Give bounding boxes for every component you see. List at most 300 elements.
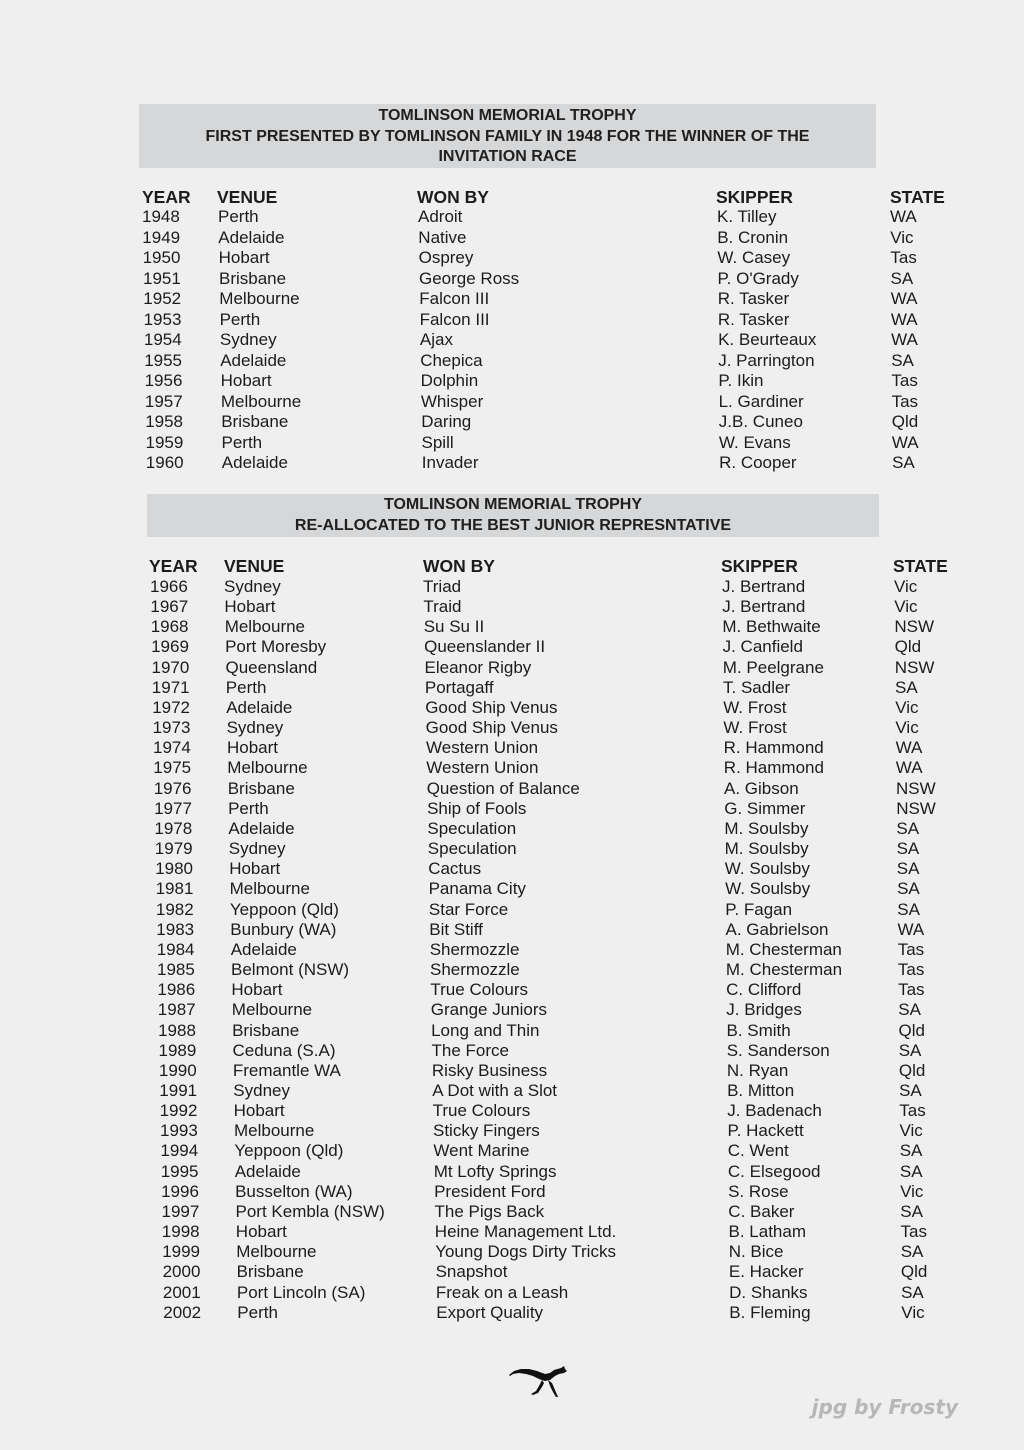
table-row bbox=[0, 1041, 1024, 1061]
cell-year: 1957 bbox=[144, 391, 183, 411]
table-row bbox=[0, 207, 1024, 227]
cell-state: Vic bbox=[899, 1121, 923, 1141]
column-header-year: YEAR bbox=[142, 187, 191, 207]
cell-state: Tas bbox=[899, 1101, 926, 1121]
cell-year: 1977 bbox=[154, 798, 192, 818]
cell-state: SA bbox=[895, 677, 918, 697]
table-row bbox=[0, 658, 1024, 678]
cell-year: 1974 bbox=[153, 738, 191, 758]
cell-won-by: Queenslander II bbox=[424, 637, 546, 657]
cell-year: 1996 bbox=[161, 1181, 199, 1201]
cell-skipper: R. Hammond bbox=[723, 758, 824, 778]
cell-venue: Brisbane bbox=[221, 412, 289, 431]
cell-year: 1998 bbox=[161, 1222, 200, 1242]
cell-state: SA bbox=[891, 350, 914, 370]
cell-won-by: Good Ship Venus bbox=[425, 718, 558, 738]
cell-venue: Port Lincoln (SA) bbox=[236, 1282, 366, 1302]
cell-venue: Hobart bbox=[218, 248, 270, 267]
cell-skipper: B. Mitton bbox=[727, 1081, 795, 1100]
cell-won-by: Went Marine bbox=[433, 1141, 530, 1161]
section2-banner-line: RE-ALLOCATED TO THE BEST JUNIOR REPRESNTATIVE bbox=[294, 516, 732, 534]
cell-won-by: A Dot with a Slot bbox=[432, 1081, 558, 1100]
cell-won-by: Panama City bbox=[428, 879, 526, 899]
cell-state: Tas bbox=[891, 391, 919, 411]
cell-venue: Perth bbox=[218, 207, 259, 226]
cell-state: Vic bbox=[900, 1181, 924, 1201]
column-header-venue: VENUE bbox=[217, 187, 278, 207]
cell-won-by: The Pigs Back bbox=[434, 1201, 545, 1221]
cell-year: 1989 bbox=[158, 1040, 197, 1060]
cell-won-by: Western Union bbox=[426, 738, 539, 758]
cell-skipper: M. Chesterman bbox=[725, 939, 842, 959]
cell-state: WA bbox=[890, 289, 918, 308]
cell-skipper: A. Gabrielson bbox=[725, 919, 829, 939]
column-header-year: YEAR bbox=[149, 556, 198, 576]
cell-won-by: Falcon III bbox=[419, 289, 490, 308]
table-row bbox=[0, 879, 1024, 899]
cell-year: 1981 bbox=[155, 879, 194, 899]
cell-state: SA bbox=[901, 1282, 924, 1302]
cell-won-by: President Ford bbox=[434, 1181, 546, 1201]
table-row bbox=[0, 799, 1024, 819]
table-row bbox=[0, 351, 1024, 371]
cell-year: 1988 bbox=[158, 1020, 196, 1040]
cell-venue: Brisbane bbox=[227, 778, 295, 798]
table-row bbox=[0, 940, 1024, 960]
cell-skipper: P. Hackett bbox=[727, 1121, 804, 1141]
cell-venue: Hobart bbox=[227, 738, 279, 758]
cell-state: SA bbox=[900, 1242, 924, 1262]
cell-year: 1949 bbox=[142, 227, 181, 247]
cell-venue: Yeppoon (Qld) bbox=[234, 1141, 344, 1161]
cell-venue: Hobart bbox=[231, 980, 283, 1000]
cell-venue: Adelaide bbox=[234, 1161, 301, 1181]
column-header-won-by: WON BY bbox=[423, 556, 495, 576]
cell-state: Qld bbox=[898, 1060, 926, 1080]
cell-year: 1994 bbox=[160, 1141, 199, 1161]
cell-year: 1997 bbox=[161, 1201, 200, 1221]
cell-venue: Adelaide bbox=[230, 939, 297, 959]
cell-venue: Sydney bbox=[226, 718, 284, 738]
cell-skipper: B. Smith bbox=[726, 1020, 791, 1040]
cell-state: Qld bbox=[891, 412, 919, 431]
cell-year: 2000 bbox=[162, 1262, 201, 1282]
table-row bbox=[0, 960, 1024, 980]
cell-skipper: M. Soulsby bbox=[724, 818, 809, 838]
column-header-won-by: WON BY bbox=[417, 187, 489, 207]
cell-state: Vic bbox=[894, 597, 918, 617]
cell-skipper: J. Canfield bbox=[722, 637, 803, 657]
table-row bbox=[0, 718, 1024, 738]
table-row bbox=[0, 920, 1024, 940]
cell-skipper: T. Sadler bbox=[723, 677, 791, 697]
cell-year: 1995 bbox=[160, 1161, 199, 1181]
cell-venue: Melbourne bbox=[224, 617, 306, 637]
cell-skipper: P. O'Grady bbox=[717, 268, 799, 288]
cell-year: 1976 bbox=[153, 778, 192, 798]
cell-skipper: W. Frost bbox=[723, 697, 787, 717]
table-row bbox=[0, 453, 1024, 473]
cell-year: 1960 bbox=[145, 453, 184, 472]
cell-state: Vic bbox=[895, 697, 919, 717]
cell-venue: Adelaide bbox=[218, 227, 285, 247]
cell-won-by: Su Su II bbox=[423, 617, 485, 637]
cell-venue: Melbourne bbox=[231, 1000, 313, 1020]
column-header-state: STATE bbox=[893, 556, 948, 576]
cell-venue: Port Kembla (NSW) bbox=[235, 1201, 385, 1221]
section1-banner bbox=[139, 104, 876, 168]
cell-state: SA bbox=[900, 1201, 923, 1221]
cell-venue: Sydney bbox=[219, 330, 277, 349]
cell-year: 1982 bbox=[155, 899, 194, 919]
column-header-skipper: SKIPPER bbox=[721, 556, 798, 576]
cell-won-by: Chepica bbox=[420, 350, 483, 370]
cell-won-by: Portagaff bbox=[424, 677, 494, 697]
cell-skipper: M. Chesterman bbox=[725, 960, 843, 980]
cell-venue: Melbourne bbox=[227, 758, 308, 778]
table-row bbox=[0, 859, 1024, 879]
table-row bbox=[0, 269, 1024, 289]
cell-venue: Perth bbox=[237, 1302, 278, 1322]
cell-year: 1956 bbox=[144, 371, 183, 390]
cell-venue: Melbourne bbox=[229, 879, 310, 899]
cell-year: 1951 bbox=[143, 268, 181, 288]
cell-venue: Sydney bbox=[228, 839, 286, 859]
table-row bbox=[0, 1021, 1024, 1041]
cell-year: 1999 bbox=[162, 1242, 201, 1262]
cell-year: 1985 bbox=[157, 960, 195, 980]
cell-won-by: Long and Thin bbox=[431, 1020, 540, 1040]
cell-won-by: Mt Lofty Springs bbox=[433, 1161, 557, 1181]
cell-venue: Fremantle WA bbox=[232, 1060, 341, 1080]
cell-skipper: P. Fagan bbox=[725, 899, 793, 919]
cell-won-by: Shermozzle bbox=[429, 939, 520, 959]
cell-venue: Adelaide bbox=[220, 350, 287, 370]
table-row bbox=[0, 1101, 1024, 1121]
cell-skipper: C. Elsegood bbox=[727, 1161, 821, 1181]
cell-state: Tas bbox=[897, 960, 925, 980]
cell-skipper: M. Bethwaite bbox=[722, 617, 821, 637]
column-header-state: STATE bbox=[890, 187, 945, 207]
cell-state: SA bbox=[899, 1161, 923, 1181]
cell-won-by: True Colours bbox=[432, 1101, 531, 1121]
cell-won-by: George Ross bbox=[419, 268, 520, 288]
cell-skipper: M. Peelgrane bbox=[722, 657, 824, 677]
cell-venue: Hobart bbox=[235, 1222, 287, 1242]
cell-year: 1991 bbox=[159, 1081, 198, 1100]
cell-skipper: R. Tasker bbox=[717, 309, 790, 329]
cell-skipper: B. Latham bbox=[728, 1222, 806, 1242]
cell-state: SA bbox=[899, 1141, 923, 1161]
cell-year: 1958 bbox=[145, 412, 184, 431]
cell-year: 2002 bbox=[163, 1302, 202, 1322]
cell-year: 1954 bbox=[143, 330, 182, 349]
cell-state: NSW bbox=[894, 617, 935, 637]
cell-venue: Perth bbox=[225, 677, 267, 697]
table-row bbox=[0, 839, 1024, 859]
cell-won-by: Eleanor Rigby bbox=[424, 657, 532, 677]
cell-state: Qld bbox=[898, 1020, 925, 1040]
table-row bbox=[0, 392, 1024, 412]
cell-year: 1983 bbox=[156, 919, 195, 939]
table-row bbox=[0, 819, 1024, 839]
cell-state: WA bbox=[890, 309, 918, 329]
table-row bbox=[0, 228, 1024, 248]
cell-won-by: Invader bbox=[421, 453, 479, 472]
cell-venue: Hobart bbox=[233, 1101, 285, 1121]
cell-skipper: N. Bice bbox=[728, 1242, 784, 1262]
cell-state: SA bbox=[896, 818, 920, 838]
cell-year: 1970 bbox=[151, 657, 190, 677]
cell-venue: Bunbury (WA) bbox=[230, 919, 337, 939]
table-row bbox=[0, 1222, 1024, 1242]
cell-skipper: J.B. Cuneo bbox=[718, 412, 803, 431]
table-row bbox=[0, 738, 1024, 758]
cell-venue: Perth bbox=[228, 798, 269, 818]
cell-won-by: Question of Balance bbox=[426, 778, 580, 798]
cell-won-by: Snapshot bbox=[435, 1262, 508, 1282]
cell-year: 1973 bbox=[152, 718, 191, 738]
kangaroo-icon bbox=[509, 1364, 567, 1398]
cell-state: SA bbox=[898, 1000, 921, 1020]
cell-state: Tas bbox=[898, 980, 925, 1000]
cell-skipper: J. Parrington bbox=[718, 350, 815, 370]
table-row bbox=[0, 577, 1024, 597]
table-row bbox=[0, 698, 1024, 718]
cell-venue: Melbourne bbox=[219, 289, 300, 308]
table-row bbox=[0, 900, 1024, 920]
cell-year: 1972 bbox=[152, 697, 191, 717]
cell-state: WA bbox=[891, 330, 918, 349]
cell-skipper: A. Gibson bbox=[724, 778, 799, 798]
cell-year: 1986 bbox=[157, 980, 196, 1000]
cell-skipper: K. Tilley bbox=[717, 207, 777, 226]
table-row bbox=[0, 289, 1024, 309]
cell-skipper: M. Soulsby bbox=[724, 839, 809, 859]
cell-skipper: R. Cooper bbox=[719, 453, 797, 472]
table-row bbox=[0, 617, 1024, 637]
column-header-skipper: SKIPPER bbox=[716, 187, 793, 207]
cell-won-by: Bit Stiff bbox=[429, 919, 483, 939]
cell-skipper: R. Tasker bbox=[717, 289, 790, 308]
cell-year: 1984 bbox=[156, 939, 195, 959]
cell-skipper: P. Ikin bbox=[718, 371, 764, 390]
section1-banner-line: TOMLINSON MEMORIAL TROPHY bbox=[378, 107, 637, 124]
cell-skipper: W. Casey bbox=[717, 248, 791, 267]
cell-skipper: B. Cronin bbox=[717, 227, 789, 247]
cell-year: 1955 bbox=[144, 350, 183, 370]
cell-skipper: L. Gardiner bbox=[718, 391, 804, 411]
cell-state: Vic bbox=[895, 718, 919, 738]
cell-won-by: Whisper bbox=[420, 391, 484, 411]
cell-skipper: E. Hacker bbox=[728, 1262, 804, 1282]
cell-state: NSW bbox=[896, 798, 936, 818]
cell-venue: Melbourne bbox=[236, 1242, 317, 1262]
cell-state: SA bbox=[892, 453, 915, 472]
cell-skipper: G. Simmer bbox=[724, 798, 806, 818]
cell-skipper: W. Frost bbox=[723, 718, 787, 738]
cell-state: SA bbox=[897, 899, 920, 919]
cell-skipper: B. Fleming bbox=[729, 1302, 811, 1322]
cell-won-by: Ship of Fools bbox=[427, 798, 527, 818]
table-row bbox=[0, 412, 1024, 432]
cell-skipper: C. Clifford bbox=[726, 980, 802, 1000]
cell-won-by: Speculation bbox=[427, 839, 517, 859]
cell-won-by: Star Force bbox=[428, 899, 509, 919]
cell-year: 1979 bbox=[154, 839, 193, 859]
cell-venue: Melbourne bbox=[220, 391, 302, 411]
cell-skipper: W. Soulsby bbox=[724, 859, 810, 879]
cell-skipper: J. Bertrand bbox=[722, 597, 806, 617]
cell-won-by: Freak on a Leash bbox=[435, 1282, 569, 1302]
cell-state: Vic bbox=[894, 577, 918, 596]
cell-year: 1978 bbox=[154, 818, 193, 838]
cell-year: 1969 bbox=[151, 637, 189, 657]
cell-won-by: Western Union bbox=[426, 758, 539, 778]
cell-year: 1966 bbox=[150, 577, 188, 596]
cell-won-by: Speculation bbox=[427, 818, 517, 838]
cell-skipper: J. Bertrand bbox=[722, 577, 806, 596]
cell-skipper: W. Evans bbox=[718, 432, 791, 452]
cell-skipper: S. Rose bbox=[728, 1181, 789, 1201]
cell-won-by: Ajax bbox=[419, 330, 453, 349]
cell-state: WA bbox=[895, 758, 923, 778]
section2-banner bbox=[147, 494, 879, 537]
cell-state: WA bbox=[895, 738, 923, 758]
watermark: jpg by Frosty bbox=[811, 1395, 958, 1419]
cell-state: Qld bbox=[900, 1262, 928, 1282]
table-row bbox=[0, 678, 1024, 698]
cell-skipper: J. Badenach bbox=[727, 1101, 822, 1121]
cell-state: Vic bbox=[901, 1302, 925, 1322]
table-row bbox=[0, 980, 1024, 1000]
cell-venue: Melbourne bbox=[234, 1121, 315, 1141]
table-row bbox=[0, 779, 1024, 799]
table-row bbox=[0, 597, 1024, 617]
cell-year: 1992 bbox=[159, 1101, 198, 1121]
cell-won-by: Good Ship Venus bbox=[425, 697, 558, 717]
cell-skipper: D. Shanks bbox=[729, 1282, 808, 1302]
cell-won-by: Grange Juniors bbox=[430, 1000, 548, 1020]
cell-year: 1987 bbox=[157, 1000, 196, 1020]
cell-state: Tas bbox=[891, 371, 918, 390]
cell-venue: Brisbane bbox=[236, 1262, 304, 1282]
table-row bbox=[0, 1303, 1024, 1323]
cell-venue: Perth bbox=[221, 432, 263, 452]
cell-state: SA bbox=[899, 1081, 922, 1100]
cell-state: WA bbox=[890, 207, 917, 226]
table-row bbox=[0, 1283, 1024, 1303]
cell-year: 1968 bbox=[150, 617, 189, 637]
table-row bbox=[0, 637, 1024, 657]
table-row bbox=[0, 248, 1024, 268]
table-row bbox=[0, 310, 1024, 330]
cell-skipper: R. Hammond bbox=[723, 738, 824, 758]
cell-venue: Sydney bbox=[224, 577, 281, 596]
cell-year: 2001 bbox=[162, 1282, 201, 1302]
section2-banner-line: TOMLINSON MEMORIAL TROPHY bbox=[383, 496, 643, 513]
cell-state: Tas bbox=[897, 939, 925, 959]
cell-state: SA bbox=[896, 859, 920, 879]
cell-venue: Perth bbox=[219, 309, 261, 329]
cell-won-by: Sticky Fingers bbox=[433, 1121, 540, 1141]
cell-state: Vic bbox=[890, 227, 914, 247]
cell-year: 1953 bbox=[143, 309, 182, 329]
cell-won-by: Traid bbox=[423, 597, 462, 617]
cell-venue: Queensland bbox=[225, 657, 318, 677]
table-row bbox=[0, 1242, 1024, 1262]
cell-skipper: N. Ryan bbox=[726, 1060, 789, 1080]
cell-year: 1990 bbox=[158, 1060, 197, 1080]
cell-state: SA bbox=[896, 839, 920, 859]
cell-state: SA bbox=[897, 879, 920, 899]
table-row bbox=[0, 1000, 1024, 1020]
table-row bbox=[0, 1081, 1024, 1101]
cell-venue: Hobart bbox=[229, 859, 281, 879]
cell-won-by: True Colours bbox=[430, 980, 529, 1000]
table-row bbox=[0, 1061, 1024, 1081]
cell-won-by: Shermozzle bbox=[430, 960, 520, 980]
cell-year: 1993 bbox=[160, 1121, 198, 1141]
cell-skipper: C. Baker bbox=[728, 1201, 795, 1221]
table-row bbox=[0, 1182, 1024, 1202]
cell-venue: Ceduna (S.A) bbox=[232, 1040, 336, 1060]
cell-state: WA bbox=[897, 919, 925, 939]
table-row bbox=[0, 1262, 1024, 1282]
cell-venue: Brisbane bbox=[219, 268, 287, 288]
cell-venue: Adelaide bbox=[221, 453, 288, 472]
cell-state: NSW bbox=[894, 657, 935, 677]
table-row bbox=[0, 371, 1024, 391]
cell-venue: Hobart bbox=[224, 597, 276, 617]
cell-won-by: Young Dogs Dirty Tricks bbox=[435, 1242, 616, 1262]
section1-banner-line: INVITATION RACE bbox=[438, 148, 577, 165]
table-row bbox=[0, 433, 1024, 453]
cell-skipper: C. Went bbox=[727, 1141, 789, 1161]
cell-venue: Adelaide bbox=[228, 818, 295, 838]
cell-state: Tas bbox=[900, 1222, 927, 1242]
cell-won-by: Osprey bbox=[418, 248, 474, 267]
cell-state: Qld bbox=[894, 637, 922, 657]
cell-state: SA bbox=[898, 1040, 922, 1060]
cell-venue: Belmont (NSW) bbox=[231, 960, 350, 980]
table-row bbox=[0, 1202, 1024, 1222]
table-row bbox=[0, 1162, 1024, 1182]
cell-year: 1948 bbox=[142, 207, 180, 226]
section1-banner-line: FIRST PRESENTED BY TOMLINSON FAMILY IN 1948 FOR THE WINNER OF THE bbox=[205, 127, 810, 145]
cell-state: Tas bbox=[890, 248, 917, 267]
cell-venue: Busselton (WA) bbox=[235, 1181, 353, 1201]
cell-skipper: W. Soulsby bbox=[725, 879, 811, 899]
cell-won-by: Risky Business bbox=[431, 1060, 548, 1080]
cell-venue: Sydney bbox=[233, 1081, 290, 1100]
cell-year: 1975 bbox=[153, 758, 192, 778]
cell-won-by: Dolphin bbox=[420, 371, 479, 390]
cell-won-by: Triad bbox=[423, 577, 462, 596]
cell-venue: Hobart bbox=[220, 371, 272, 390]
cell-won-by: Native bbox=[418, 227, 467, 247]
cell-state: WA bbox=[891, 432, 919, 452]
cell-state: SA bbox=[890, 268, 914, 288]
column-header-venue: VENUE bbox=[224, 556, 285, 576]
cell-venue: Yeppoon (Qld) bbox=[229, 899, 339, 919]
cell-won-by: Heine Management Ltd. bbox=[434, 1222, 617, 1242]
cell-state: NSW bbox=[896, 778, 936, 798]
cell-year: 1980 bbox=[155, 859, 194, 879]
table-row bbox=[0, 330, 1024, 350]
cell-won-by: Cactus bbox=[428, 859, 482, 879]
cell-won-by: Spill bbox=[421, 432, 454, 452]
